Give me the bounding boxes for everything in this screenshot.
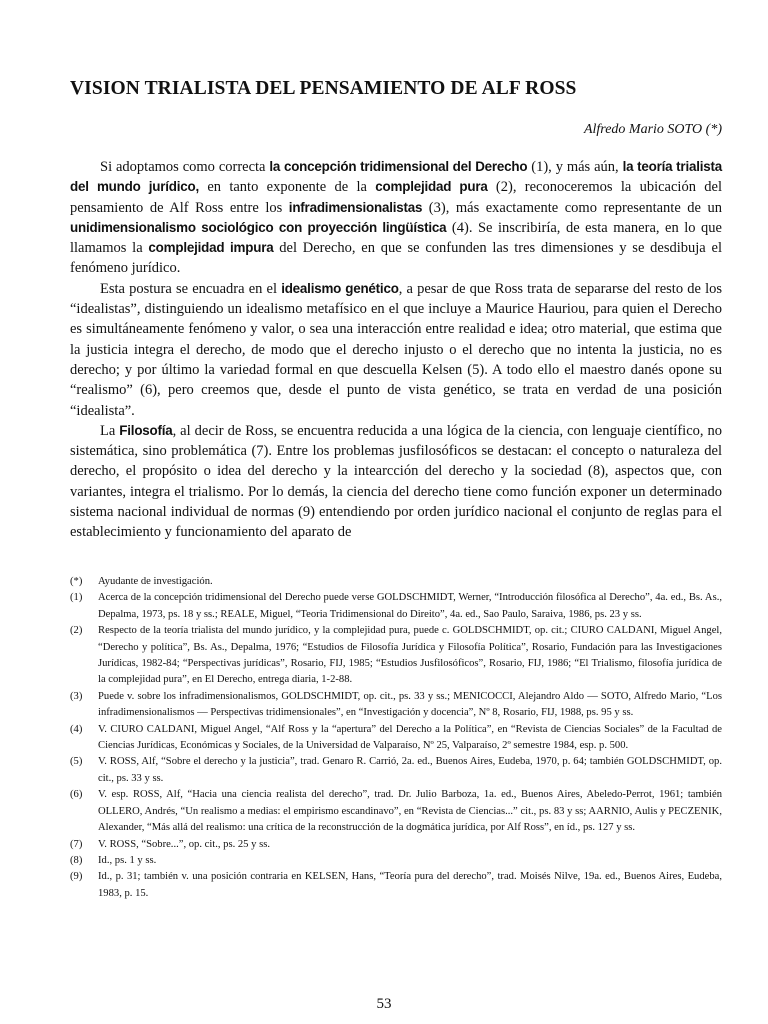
document-page	[70, 0, 722, 1024]
footnote-marker: (8)	[70, 854, 83, 866]
footnote-text: V. ROSS, Alf, “Sobre el derecho y la justicia”, trad. Genaro R. Carrió, 2a. ed., Buenos Aires, Eudeba, 1970, p. 64; también GOLDSCHMIDT, op. cit., ps. 33 y ss.	[98, 756, 722, 784]
bold-term: complejidad impura	[148, 240, 274, 256]
footnote	[70, 722, 722, 755]
footnote-marker: (4)	[70, 723, 83, 735]
footnotes	[70, 574, 722, 902]
text-segment: , a pesar de que Ross trata de separarse del resto de los “idealistas”, distinguiendo un idealismo metafísico en el que incluye a Maurice Hauriou, para quien el Derecho es simultáneamente fenómeno y valor, o sea una interacción entre realidad e idea; otro material, que estima que la justicia integra el derecho, de modo que el derecho injusto o el derecho que no intenta la justicia, no es derecho; y por último la variedad formal en que descuella Kelsen (5). A todo ello el maestro danés opone su “realismo” (6), pero creemos que, desde el punto de vista genético, se trata en verdad de una posición “idealista”.	[70, 280, 723, 419]
footnote-text: Respecto de la teoría trialista del mundo jurídico, y la complejidad pura, puede c. GOLDSCHMIDT, op. cit.; CIURO CALDANI, Miguel Angel, “Derecho y política”, Bs. As., Depalma, 1976; “Estudios de Filosofía Jurídica y Filosofía Política”, Rosario, Fundación para las Investigaciones Jurídicas, 1982-84; “Perspectivas jurídicas”, Rosario, FIJ, 1985; “Estudios Jusfilosóficos”, Rosario, FIJ, 1986; “El Trialismo, filosofía jurídica de la complejidad pura”, en El Derecho, entrega diaria, 1-2-88.	[98, 625, 722, 686]
footnote	[70, 623, 722, 689]
text-segment: Si adoptamos como correcta	[100, 159, 270, 175]
footnote	[70, 853, 722, 869]
bold-term: infradimensionalistas	[288, 199, 423, 215]
bold-term: la teoría trialista del mundo jurídico,	[70, 159, 723, 195]
text-segment: La	[100, 422, 120, 439]
text-segment: (4). Se inscribiría, de esta manera, en lo que llamamos la	[70, 219, 722, 257]
footnote-marker: (5)	[70, 756, 83, 768]
page-number: 53	[376, 996, 392, 1012]
footnote-text: Ayudante de investigación.	[98, 576, 213, 587]
text-segment: del Derecho, en que se confunden las tres dimensiones y se desdibuja el fenómeno jurídico.	[70, 240, 722, 277]
footnote	[70, 590, 722, 623]
body-paragraph	[70, 279, 722, 421]
footnote-marker: (3)	[70, 690, 83, 702]
footnote	[70, 754, 722, 787]
article-title: VISION TRIALISTA DEL PENSAMIENTO DE ALF ROSS	[70, 78, 577, 99]
bold-term: idealismo genético	[281, 280, 399, 296]
body-paragraph	[70, 421, 722, 543]
footnote-text: Acerca de la concepción tridimensional del Derecho puede verse GOLDSCHMIDT, Werner, “Introducción filosófica al Derecho”, 4a. ed., Bs. As., Depalma, 1973, ps. 18 y ss.; REALE, Miguel, “Teoria Tridimensional do Direito”, 4a. ed., Sao Paulo, Saraiva, 1986, ps. 23 y ss.	[98, 592, 722, 620]
footnote	[70, 689, 722, 722]
article-author: Alfredo Mario SOTO (*)	[583, 122, 722, 137]
footnote-text: Puede v. sobre los infradimensionalismos, GOLDSCHMIDT, op. cit., ps. 33 y ss.; MENICOCCI, Alejandro Aldo — SOTO, Alfredo Mario, “Los infradimensionalismos — Perspectivas tridimensionales”, en “Investigación y docencia”, Nº 8, Rosario, FIJ, 1988, ps. 95 y ss.	[98, 690, 722, 719]
footnote-marker: (*)	[70, 576, 83, 587]
footnote-marker: (2)	[70, 625, 83, 637]
bold-term: Filosofía	[119, 422, 173, 438]
footnote	[70, 574, 722, 590]
footnote	[70, 787, 722, 836]
bold-term: la concepción tridimensional del Derecho	[269, 159, 528, 174]
footnote-text: V. ROSS, “Sobre...”, op. cit., ps. 25 y ss.	[98, 838, 270, 850]
bold-term: complejidad pura	[375, 179, 488, 195]
footnote-text: Id., p. 31; también v. una posición contraria en KELSEN, Hans, “Teoría pura del derecho”, trad. Moisés Nilve, 19a. ed., Buenos Aires, Eudeba, 1983, p. 15.	[98, 871, 722, 899]
footnote-text: Id., ps. 1 y ss.	[98, 854, 157, 866]
bold-term: unidimensionalismo sociológico con proyección lingüística	[70, 219, 447, 235]
body-paragraph	[70, 157, 722, 279]
text-segment: (3), más exactamente como representante de un	[422, 199, 723, 216]
footnote	[70, 837, 722, 853]
footnote-marker: (6)	[70, 789, 83, 801]
footnote-text: V. CIURO CALDANI, Miguel Angel, “Alf Ross y la “apertura” del Derecho a la Política”, en “Revista de Ciencias Sociales” de la Facultad de Ciencias Jurídicas, Económicas y Sociales, de la Universidad de Valparaíso, Nº 25, Valparaíso, 2º semestre 1984, esp. p. 500.	[98, 723, 722, 752]
footnote	[70, 869, 722, 902]
footnote-marker: (7)	[70, 838, 83, 850]
text-segment: Esta postura se encuadra en el	[100, 280, 282, 297]
text-segment: (1), y más aún,	[527, 159, 623, 175]
footnote-marker: (1)	[70, 592, 83, 604]
text-segment: , al decir de Ross, se encuentra reducida a una lógica de la ciencia, con lenguaje científico, no sistemática, sino problemática (7). Entre los problemas jusfilosóficos se destacan: el concepto o naturaleza del derecho, el propósito o idea del derecho y la intearcción del derecho y la sociedad (8), aspectos que, con variantes, integra el trialismo. Por lo demás, la ciencia del derecho tiene como función exponer un determinado sistema nacional individual de normas (9) entendiendo por orden jurídico nacional el conjunto de reglas para el establecimiento y funcionamiento del aparato de	[70, 422, 722, 541]
footnote-text: V. esp. ROSS, Alf, “Hacia una ciencia realista del derecho”, trad. Dr. Julio Barboza, 1a. ed., Buenos Aires, Abeledo-Perrot, 1961; también OLLERO, Andrés, “Un realismo a medias: el empirismo escandinavo”, en “Revista de Ciencias...” cit., ps. 83 y ss; AARNIO, Aulis y PECZENIK, Alexander, “Más allá del realismo: una crítica de la reconstrucción de la dogmática jurídica, por Alf Ross”, en íd., ps. 127 y ss.	[98, 789, 722, 834]
text-segment: en tanto exponente de la	[199, 179, 376, 196]
body-text	[70, 157, 722, 543]
text-segment: (2), reconoceremos la ubicación del pensamiento de Alf Ross entre los	[70, 179, 722, 216]
footnote-marker: (9)	[70, 871, 83, 883]
